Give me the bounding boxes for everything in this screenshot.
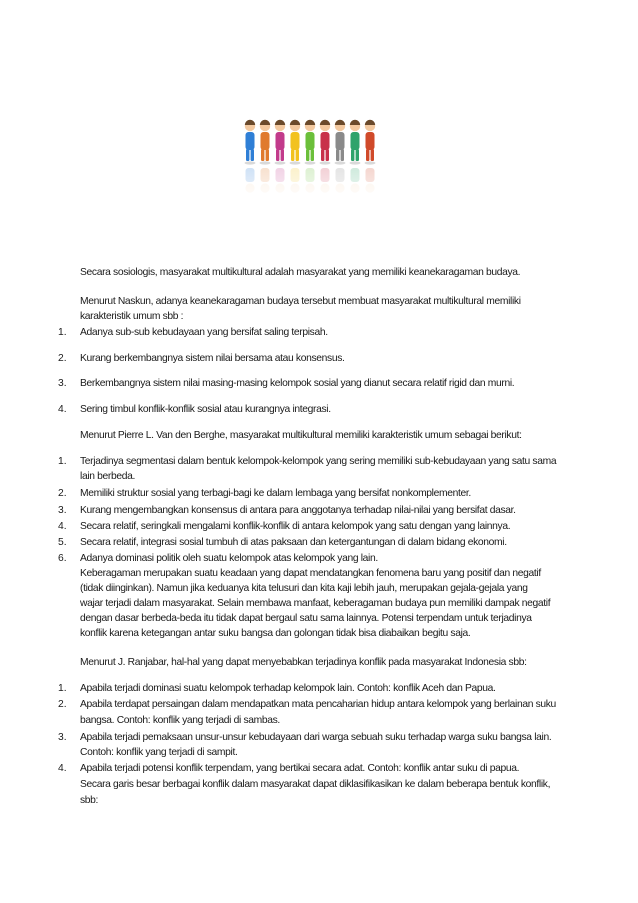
ranjabar-item-3-number: 3. <box>58 732 67 743</box>
berghe-item-2: Memiliki struktur sosial yang terbagi-bagi ke dalam lembaga yang bersifat nonkomplementer. <box>80 488 471 499</box>
ranjabar-item-4-number: 4. <box>58 763 67 774</box>
berghe-para-line5: konflik karena ketegangan antar suku bangsa dan golongan tidak bisa diabaikan begitu saja. <box>80 628 471 639</box>
ranjabar-item-2-line2: bangsa. Contoh: konflik yang terjadi di sambas. <box>80 715 280 726</box>
berghe-item-6-number: 6. <box>58 553 67 564</box>
ranjabar-item-3-line1: Apabila terjadi pemaksaan unsur-unsur kebudayaan dari warga sebuah suku terhadap warga suku bangsa lain. <box>80 732 552 743</box>
berghe-para-line1: Keberagaman merupakan suatu keadaan yang dapat mendatangkan fenomena baru yang positif dan negatif <box>80 568 541 579</box>
naskun-item-2-number: 2. <box>58 353 67 364</box>
intro-paragraph: Secara sosiologis, masyarakat multikultural adalah masyarakat yang memiliki keanekaragaman budaya. <box>80 267 521 278</box>
berghe-item-4: Secara relatif, seringkali mengalami konflik-konflik di antara kelompok yang satu dengan yang lainnya. <box>80 521 511 532</box>
berghe-para-line4: dengan dasar berbeda-beda itu tidak dapat bergaul satu sama lainnya. Potensi terpendam untuk terjadinya <box>80 613 532 624</box>
berghe-item-6: Adanya dominasi politik oleh suatu kelompok atas kelompok yang lain. <box>80 553 378 564</box>
ranjabar-item-4-line1: Apabila terjadi potensi konflik terpendam, yang bertikai secara adat. Contoh: konflik antar suku di papua. <box>80 763 520 774</box>
berghe-item-5: Secara relatif, integrasi sosial tumbuh di atas paksaan dan ketergantungan di dalam bidang ekonomi. <box>80 537 507 548</box>
berghe-item-1-line2: lain berbeda. <box>80 471 135 482</box>
berghe-para-line3: wajar terjadi dalam masyarakat. Selain membawa manfaat, keberagaman budaya pun memiliki dampak negatif <box>80 598 551 609</box>
naskun-item-1: Adanya sub-sub kebudayaan yang bersifat saling terpisah. <box>80 327 328 338</box>
naskun-item-3-number: 3. <box>58 378 67 389</box>
berghe-item-5-number: 5. <box>58 537 67 548</box>
naskun-item-4: Sering timbul konflik-konflik sosial atau kurangnya integrasi. <box>80 404 331 415</box>
naskun-item-1-number: 1. <box>58 327 67 338</box>
ranjabar-item-3-line2: Contoh: konflik yang terjadi di sampit. <box>80 747 238 758</box>
naskun-intro-line2: karakteristik umum sbb : <box>80 311 184 322</box>
ranjabar-intro: Menurut J. Ranjabar, hal-hal yang dapat menyebabkan terjadinya konflik pada masyarakat Indonesia sbb: <box>80 657 527 668</box>
naskun-item-3: Berkembangnya sistem nilai masing-masing kelompok sosial yang dianut secara relatif rigid dan murni. <box>80 378 515 389</box>
naskun-intro-line1: Menurut Naskun, adanya keanekaragaman budaya tersebut membuat masyarakat multikultural memiliki <box>80 296 521 307</box>
berghe-item-1-number: 1. <box>58 456 67 467</box>
ranjabar-item-4-line3: sbb: <box>80 795 99 806</box>
berghe-item-4-number: 4. <box>58 521 67 532</box>
berghe-item-1-line1: Terjadinya segmentasi dalam bentuk kelompok-kelompok yang sering memiliki sub-kebudayaan yang satu sama <box>80 456 557 467</box>
naskun-item-2: Kurang berkembangnya sistem nilai bersama atau konsensus. <box>80 353 345 364</box>
ranjabar-item-2-number: 2. <box>58 699 67 710</box>
berghe-item-3: Kurang mengembangkan konsensus di antara para anggotanya terhadap nilai-nilai yang bersifat dasar. <box>80 505 516 516</box>
ranjabar-item-1-number: 1. <box>58 683 67 694</box>
ranjabar-item-4-line2: Secara garis besar berbagai konflik dalam masyarakat dapat diklasifikasikan ke dalam beberapa bentuk konflik, <box>80 779 551 790</box>
ranjabar-item-2-line1: Apabila terdapat persaingan dalam mendapatkan mata pencaharian hidup antara kelompok yang berlainan suku <box>80 699 556 710</box>
people-row-illustration <box>240 108 390 213</box>
ranjabar-item-1-line1: Apabila terjadi dominasi suatu kelompok terhadap kelompok lain. Contoh: konflik Aceh dan Papua. <box>80 683 496 694</box>
berghe-item-3-number: 3. <box>58 505 67 516</box>
berghe-item-2-number: 2. <box>58 488 67 499</box>
berghe-para-line2: (tidak diinginkan). Namun jika keduanya kita telusuri dan kita kaji lebih jauh, merupakan gejala-gejala yang <box>80 583 528 594</box>
berghe-intro: Menurut Pierre L. Van den Berghe, masyarakat multikultural memiliki karakteristik umum sebagai berikut: <box>80 430 522 441</box>
naskun-item-4-number: 4. <box>58 404 67 415</box>
